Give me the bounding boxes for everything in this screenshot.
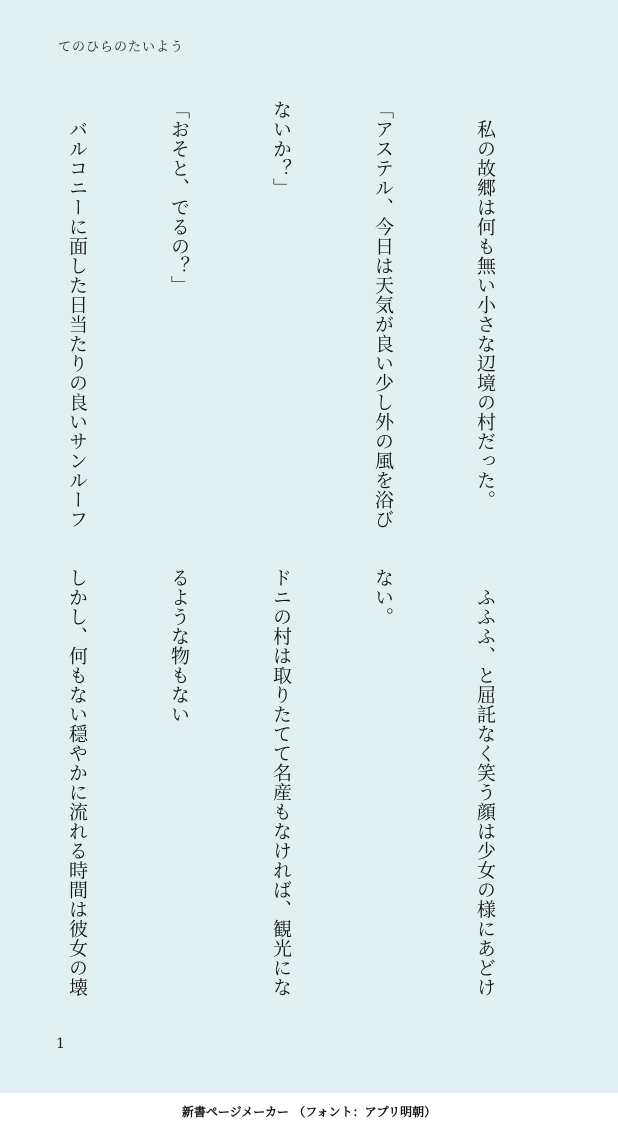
text-line: るような物もない — [168, 568, 190, 724]
text-line: ない。 — [372, 568, 394, 627]
footer-credit: 新書ページメーカー （フォント：アプリ明朝） — [0, 1093, 618, 1132]
text-line: 「おそと、でるの？」 — [168, 100, 190, 295]
text-line: しかし、何もない穏やかに流れる時間は彼女の壊 — [66, 568, 88, 997]
book-title: てのひらのたいよう — [58, 40, 185, 55]
upper-text-block — [58, 100, 570, 530]
text-line: ドニの村は取りたてて名産もなければ、観光にな — [270, 568, 292, 997]
text-line: 私の故郷は何も無い小さな辺境の村だった。 — [474, 100, 496, 510]
lower-text-block — [58, 568, 570, 998]
text-line: 「アステル、今日は天気が良い少し外の風を浴び — [372, 100, 394, 529]
page-number: 1 — [56, 1036, 65, 1052]
text-line: ないか？」 — [270, 100, 292, 198]
text-line: ふふふ、と屈託なく笑う顔は少女の様にあどけ — [474, 568, 496, 997]
text-line: バルコニーに面した日当たりの良いサンルーフ — [66, 100, 88, 529]
